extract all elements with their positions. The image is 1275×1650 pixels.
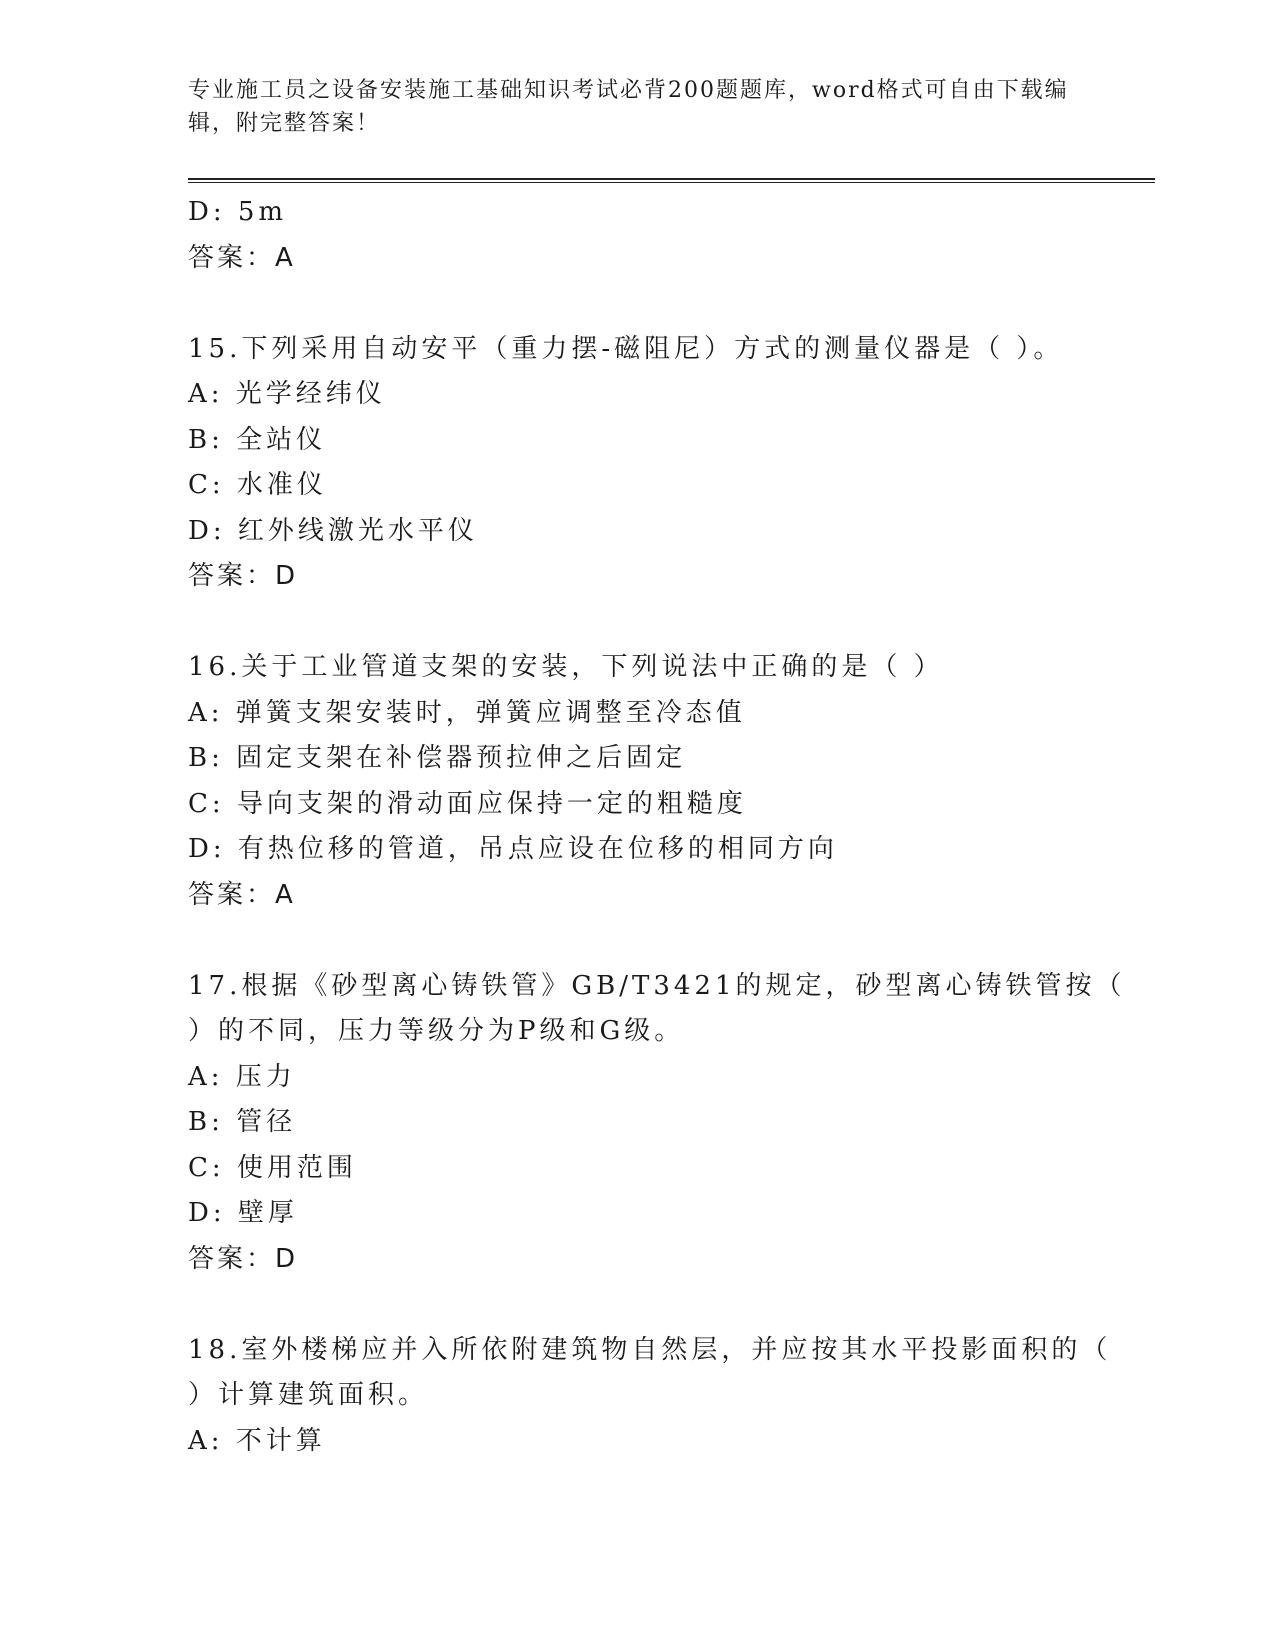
option-line: C: 导向支架的滑动面应保持一定的粗糙度 bbox=[188, 788, 747, 819]
spacer bbox=[188, 1282, 1088, 1328]
option-line: B: 全站仪 bbox=[188, 424, 327, 455]
header-divider bbox=[188, 178, 1155, 183]
document-body bbox=[188, 190, 1126, 1464]
option-line: D: 有热位移的管道，吊点应设在位移的相同方向 bbox=[188, 834, 838, 864]
option-line: D: 红外线激光水平仪 bbox=[188, 515, 478, 546]
option-line: A: 压力 bbox=[188, 1061, 296, 1092]
spacer bbox=[188, 600, 1088, 646]
spacer bbox=[188, 281, 1088, 327]
answer-line: 答案：D bbox=[188, 561, 299, 591]
question-text: 18.室外楼梯应并入所依附建筑物自然层，并应按其水平投影面积的（ bbox=[188, 1334, 1112, 1365]
option-line: D: 5m bbox=[188, 197, 288, 227]
option-line: C: 水准仪 bbox=[188, 470, 327, 500]
question-text: 16.关于工业管道支架的安装，下列说法中正确的是（ ） bbox=[188, 652, 944, 682]
option-line: B: 固定支架在补偿器预拉伸之后固定 bbox=[188, 743, 687, 773]
document-header-title: 专业施工员之设备安装施工基础知识考试必背200题题库，word格式可自由下载编辑，附完整答案！ bbox=[188, 78, 1069, 136]
question-text: ）计算建筑面积。 bbox=[188, 1380, 429, 1410]
option-line: B: 管径 bbox=[188, 1107, 297, 1137]
question-text: 17.根据《砂型离心铸铁管》GB/T3421的规定，砂型离心铸铁管按（ bbox=[188, 970, 1126, 1001]
question-text: ）的不同，压力等级分为P级和G级。 bbox=[188, 1016, 685, 1046]
question-text: 15.下列采用自动安平（重力摆-磁阻尼）方式的测量仪器是（ ）。 bbox=[188, 333, 1064, 364]
option-line: A: 不计算 bbox=[188, 1425, 326, 1456]
option-line: A: 光学经纬仪 bbox=[188, 379, 386, 409]
answer-line: 答案：A bbox=[188, 879, 296, 910]
answer-line: 答案：D bbox=[188, 1243, 299, 1274]
spacer bbox=[188, 918, 1088, 964]
answer-line: 答案：A bbox=[188, 242, 296, 273]
option-line: C: 使用范围 bbox=[188, 1152, 357, 1183]
option-line: A: 弹簧支架安装时，弹簧应调整至冷态值 bbox=[188, 697, 746, 728]
option-line: D: 壁厚 bbox=[188, 1198, 298, 1228]
